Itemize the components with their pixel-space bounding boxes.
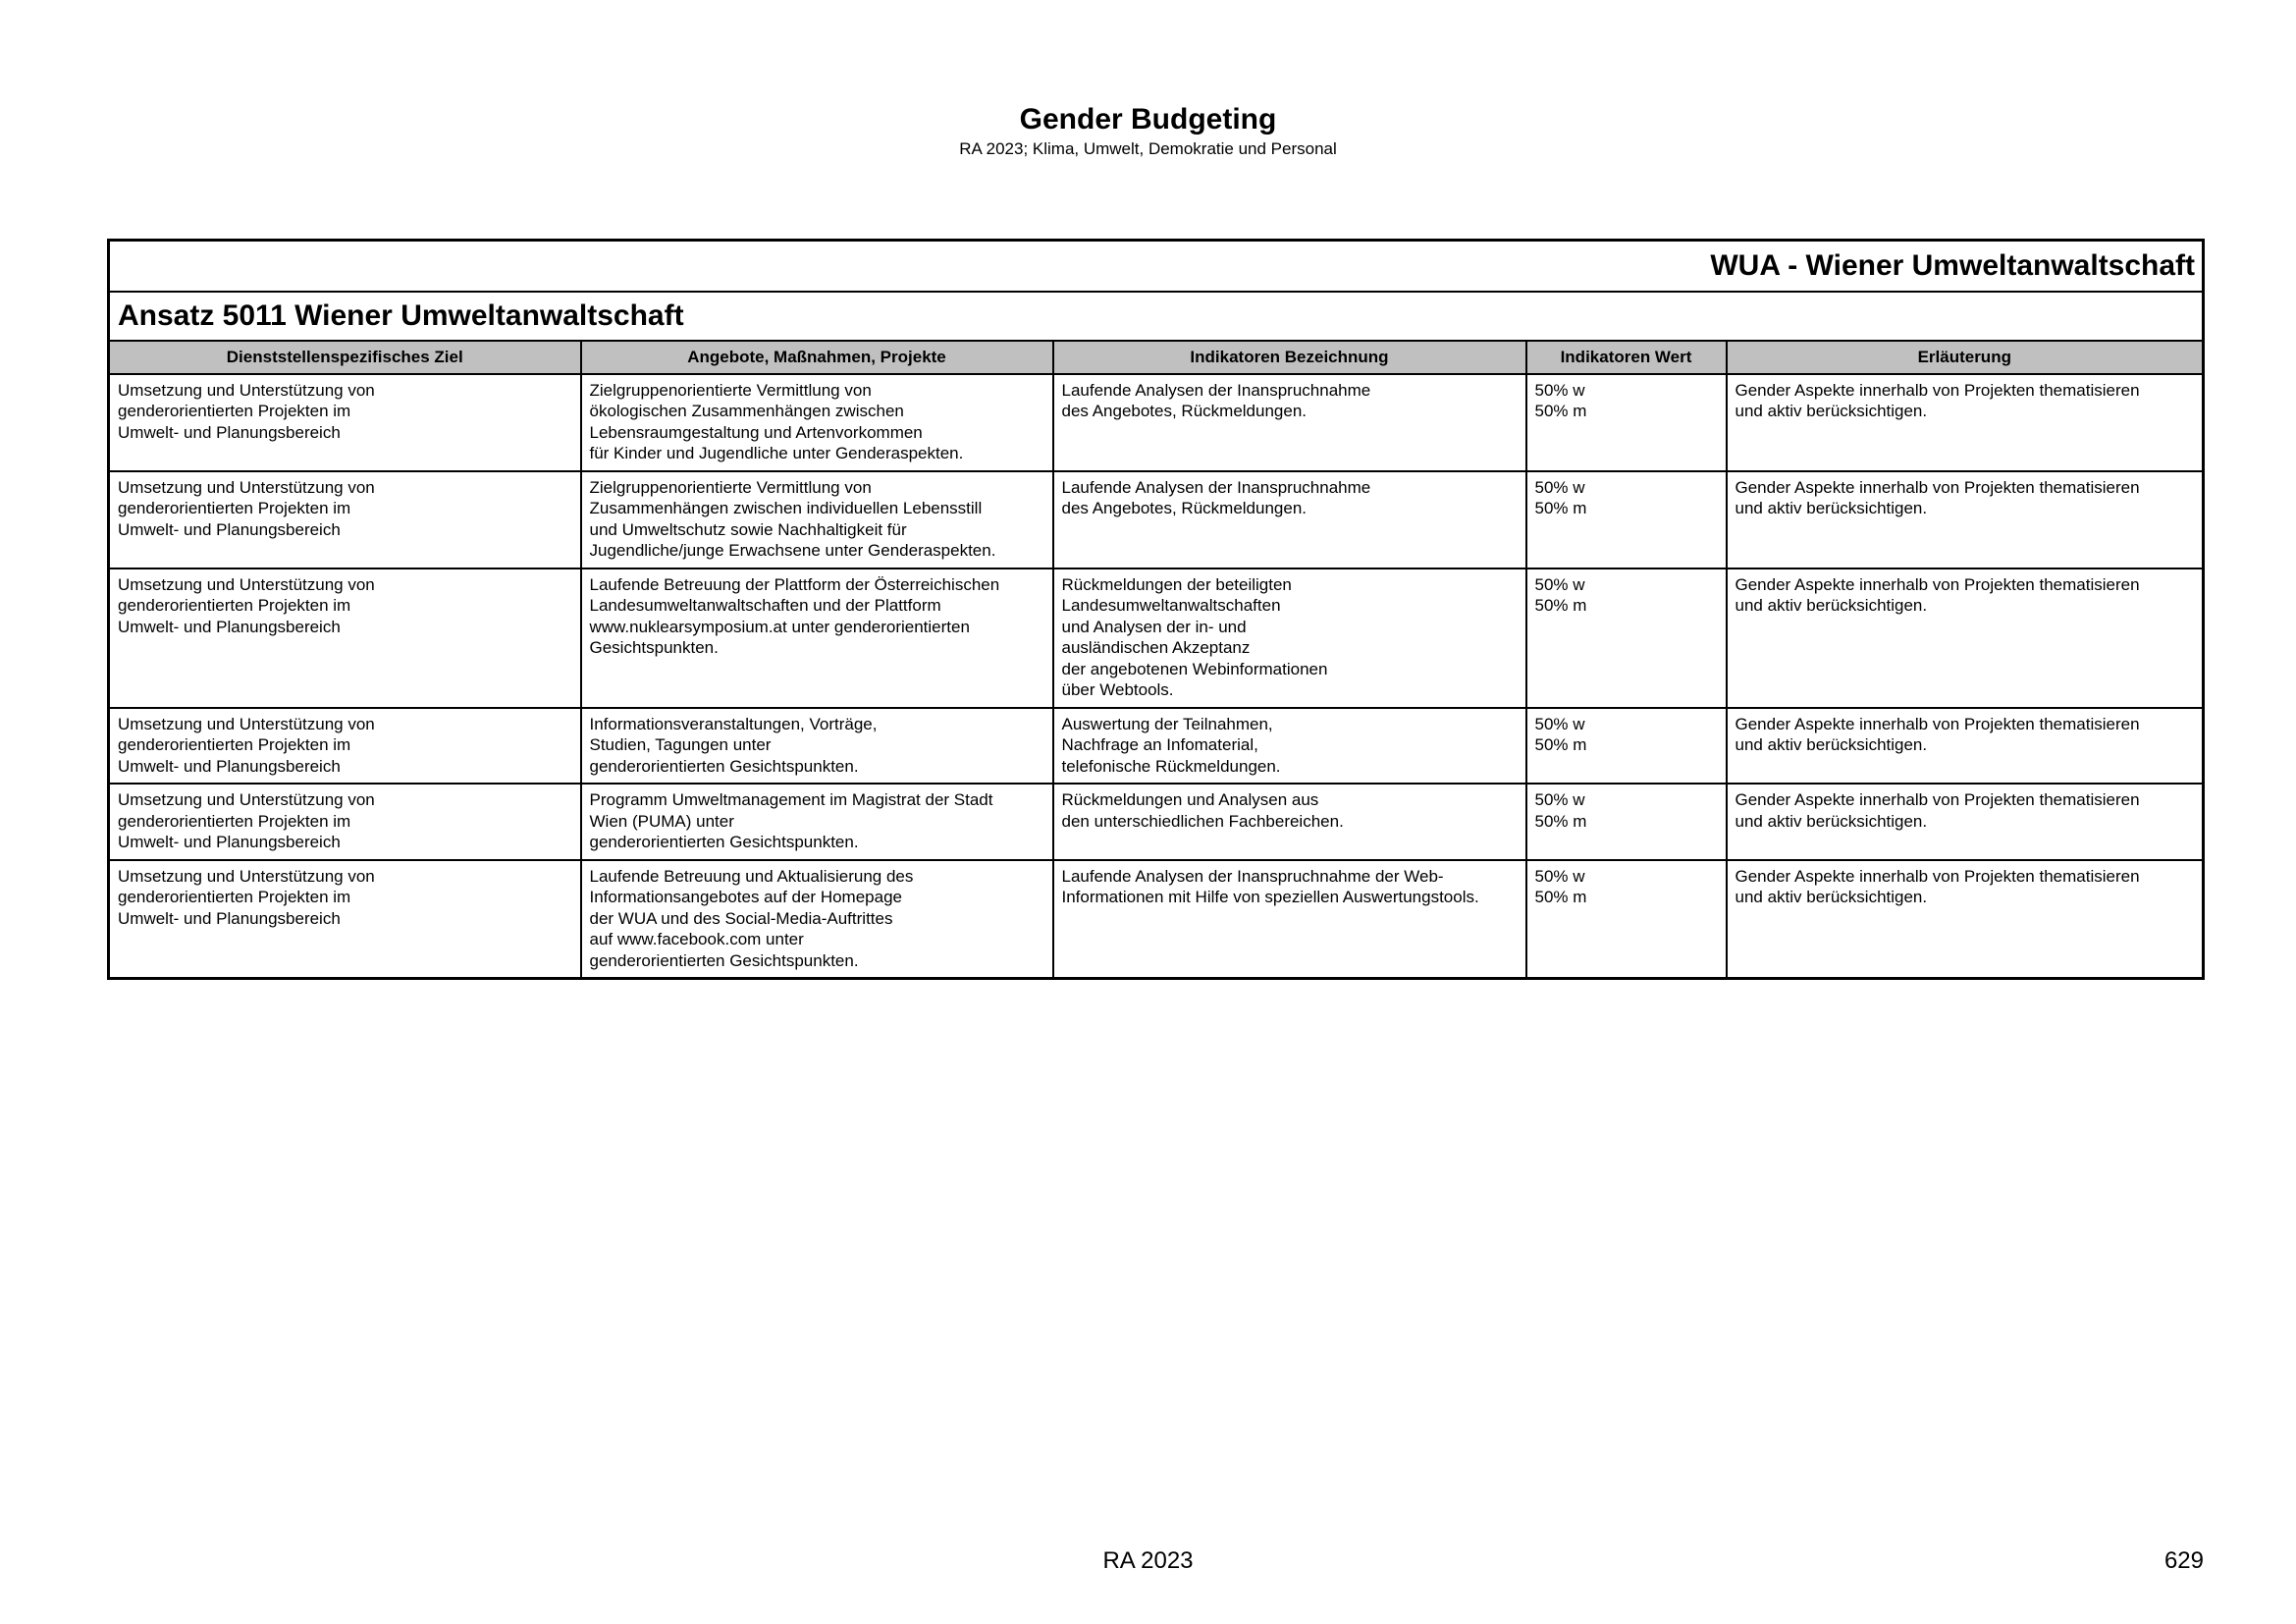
cell-erlaeuterung: Gender Aspekte innerhalb von Projekten thematisieren und aktiv berücksichtigen.	[1727, 708, 2204, 785]
table-row	[109, 374, 2204, 471]
cell-erlaeuterung: Gender Aspekte innerhalb von Projekten thematisieren und aktiv berücksichtigen.	[1727, 568, 2204, 708]
column-header-indikator-bezeichnung: Indikatoren Bezeichnung	[1053, 341, 1526, 374]
column-header-ziel: Dienststellenspezifisches Ziel	[109, 341, 581, 374]
cell-indikator-wert: 50% w 50% m	[1526, 568, 1727, 708]
cell-ziel: Umsetzung und Unterstützung von genderorientierten Projekten im Umwelt- und Planungsbereich	[109, 568, 581, 708]
cell-indikator-wert: 50% w 50% m	[1526, 708, 1727, 785]
cell-indikator-wert: 50% w 50% m	[1526, 860, 1727, 979]
cell-ziel: Umsetzung und Unterstützung von genderorientierten Projekten im Umwelt- und Planungsbereich	[109, 708, 581, 785]
cell-indikator-bezeichnung: Laufende Analysen der Inanspruchnahme der Web- Informationen mit Hilfe von speziellen Auswertungstools.	[1053, 860, 1526, 979]
cell-ziel: Umsetzung und Unterstützung von genderorientierten Projekten im Umwelt- und Planungsbereich	[109, 374, 581, 471]
cell-indikator-wert: 50% w 50% m	[1526, 471, 1727, 568]
cell-indikator-bezeichnung: Laufende Analysen der Inanspruchnahme des Angebotes, Rückmeldungen.	[1053, 374, 1526, 471]
table-row	[109, 471, 2204, 568]
cell-massnahmen: Laufende Betreuung und Aktualisierung des Informationsangebotes auf der Homepage der WUA und des Social-Media-Auftrittes auf www.facebook.com unter genderorientierten Gesichtspunkten.	[581, 860, 1053, 979]
table-row	[109, 568, 2204, 708]
gender-budgeting-table	[107, 239, 2205, 980]
ansatz-row	[109, 292, 2204, 341]
column-header-row	[109, 341, 2204, 374]
cell-massnahmen: Programm Umweltmanagement im Magistrat der Stadt Wien (PUMA) unter genderorientierten Gesichtspunkten.	[581, 784, 1053, 860]
cell-erlaeuterung: Gender Aspekte innerhalb von Projekten thematisieren und aktiv berücksichtigen.	[1727, 860, 2204, 979]
page-title: Gender Budgeting	[1019, 103, 1277, 135]
cell-massnahmen: Zielgruppenorientierte Vermittlung von Zusammenhängen zwischen individuellen Lebensstill und Umweltschutz sowie Nachhaltigkeit für Jugendliche/junge Erwachsene unter Genderaspekten.	[581, 471, 1053, 568]
cell-indikator-wert: 50% w 50% m	[1526, 784, 1727, 860]
cell-ziel: Umsetzung und Unterstützung von genderorientierten Projekten im Umwelt- und Planungsbereich	[109, 471, 581, 568]
organization-row	[109, 241, 2204, 292]
cell-massnahmen: Zielgruppenorientierte Vermittlung von ökologischen Zusammenhängen zwischen Lebensraumgestaltung und Artenvorkommen für Kinder und Jugendliche unter Genderaspekten.	[581, 374, 1053, 471]
cell-indikator-bezeichnung: Auswertung der Teilnahmen, Nachfrage an Infomaterial, telefonische Rückmeldungen.	[1053, 708, 1526, 785]
cell-indikator-wert: 50% w 50% m	[1526, 374, 1727, 471]
cell-ziel: Umsetzung und Unterstützung von genderorientierten Projekten im Umwelt- und Planungsbereich	[109, 860, 581, 979]
table-row	[109, 784, 2204, 860]
table-row	[109, 708, 2204, 785]
cell-erlaeuterung: Gender Aspekte innerhalb von Projekten thematisieren und aktiv berücksichtigen.	[1727, 471, 2204, 568]
cell-massnahmen: Laufende Betreuung der Plattform der Österreichischen Landesumweltanwaltschaften und der Plattform www.nuklearsymposium.at unter genderorientierten Gesichtspunkten.	[581, 568, 1053, 708]
organization-heading: WUA - Wiener Umweltanwaltschaft	[109, 241, 2204, 292]
ansatz-heading: Ansatz 5011 Wiener Umweltanwaltschaft	[109, 292, 2204, 341]
cell-massnahmen: Informationsveranstaltungen, Vorträge, Studien, Tagungen unter genderorientierten Gesichtspunkten.	[581, 708, 1053, 785]
page-number: 629	[2163, 1547, 2204, 1574]
cell-ziel: Umsetzung und Unterstützung von genderorientierten Projekten im Umwelt- und Planungsbereich	[109, 784, 581, 860]
cell-indikator-bezeichnung: Laufende Analysen der Inanspruchnahme des Angebotes, Rückmeldungen.	[1053, 471, 1526, 568]
cell-indikator-bezeichnung: Rückmeldungen der beteiligten Landesumweltanwaltschaften und Analysen der in- und ausländischen Akzeptanz der angebotenen Webinformationen über Webtools.	[1053, 568, 1526, 708]
table-row	[109, 860, 2204, 979]
cell-erlaeuterung: Gender Aspekte innerhalb von Projekten thematisieren und aktiv berücksichtigen.	[1727, 374, 2204, 471]
column-header-massnahmen: Angebote, Maßnahmen, Projekte	[581, 341, 1053, 374]
page-subtitle: RA 2023; Klima, Umwelt, Demokratie und Personal	[959, 139, 1337, 158]
column-header-erlaeuterung: Erläuterung	[1727, 341, 2204, 374]
cell-indikator-bezeichnung: Rückmeldungen und Analysen aus den unterschiedlichen Fachbereichen.	[1053, 784, 1526, 860]
footer-label: RA 2023	[1102, 1547, 1194, 1574]
column-header-indikator-wert: Indikatoren Wert	[1526, 341, 1727, 374]
cell-erlaeuterung: Gender Aspekte innerhalb von Projekten thematisieren und aktiv berücksichtigen.	[1727, 784, 2204, 860]
